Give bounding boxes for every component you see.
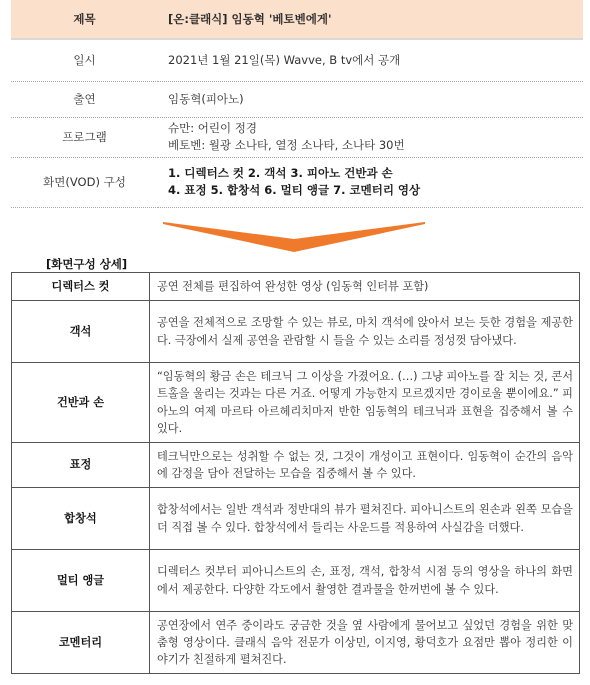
performer-value: 임동혁(피아노) bbox=[158, 81, 583, 117]
composition-line-1: 1. 디렉터스 컷 2. 객석 3. 피아노 건반과 손 bbox=[168, 166, 393, 180]
detail-desc: 공연 전체를 편집하여 완성한 영상 (임동혁 인터뷰 포함) bbox=[150, 273, 580, 301]
detail-row-directors-cut bbox=[12, 273, 580, 301]
detail-row-multi-angle bbox=[12, 550, 580, 612]
program-line-1: 슈만: 어린이 정경 bbox=[168, 121, 257, 135]
detail-caption: [화면구성 상세] bbox=[46, 257, 128, 271]
title-label: 제목 bbox=[11, 0, 158, 39]
detail-name: 디렉터스 컷 bbox=[12, 273, 150, 301]
detail-row-keys-and-hands bbox=[12, 363, 580, 443]
info-row-performer bbox=[11, 81, 583, 117]
info-row-title bbox=[11, 0, 583, 39]
detail-name: 건반과 손 bbox=[12, 363, 150, 443]
detail-row-audience bbox=[12, 301, 580, 363]
info-row-composition bbox=[11, 157, 583, 207]
date-value: 2021년 1월 21일(목) Wavve, B tv에서 공개 bbox=[158, 39, 583, 81]
title-value: [온:클래식] 임동혁 '베토벤에게' bbox=[158, 0, 583, 39]
detail-desc: 합창석에서는 일반 객석과 정반대의 뷰가 펼쳐진다. 피아니스트의 왼손과 왼쪽 모습을 더 직접 볼 수 있다. 합창석에서 들리는 사운드를 적용하여 사실감을 더했다. bbox=[150, 488, 580, 550]
info-row-program bbox=[11, 117, 583, 157]
info-table bbox=[11, 0, 583, 208]
program-label: 프로그램 bbox=[11, 117, 158, 157]
detail-name: 표정 bbox=[12, 443, 150, 488]
detail-desc: 공연장에서 연주 중이라도 궁금한 것을 옆 사람에게 물어보고 싶었던 경험을 위한 맞춤형 영상이다. 클래식 음악 전문가 이상민, 이지영, 황덕호가 요점만 뽑아 정리한 이야기가 친절하게 펼쳐진다. bbox=[150, 612, 580, 674]
date-label: 일시 bbox=[11, 39, 158, 81]
detail-name: 합창석 bbox=[12, 488, 150, 550]
composition-value bbox=[158, 157, 583, 207]
info-row-date bbox=[11, 39, 583, 81]
detail-desc: 테크닉만으로는 성취할 수 없는 것, 그것이 개성이고 표현이다. 임동혁이 순간의 음악에 감정을 담아 전달하는 모습을 집중해서 볼 수 있다. bbox=[150, 443, 580, 488]
composition-line-2: 4. 표정 5. 합창석 6. 멀티 앵글 7. 코멘터리 영상 bbox=[168, 183, 421, 197]
detail-table bbox=[11, 272, 580, 674]
detail-row-commentary bbox=[12, 612, 580, 674]
detail-desc: 공연을 전체적으로 조망할 수 있는 뷰로, 마치 객석에 앉아서 보는 듯한 경험을 제공한다. 극장에서 실제 공연을 관람할 시 들을 수 있는 소리를 정성껏 담아냈다. bbox=[150, 301, 580, 363]
program-line-2: 베토벤: 월광 소나타, 열정 소나타, 소나타 30번 bbox=[168, 138, 405, 152]
detail-name: 코멘터리 bbox=[12, 612, 150, 674]
detail-row-expression bbox=[12, 443, 580, 488]
program-value bbox=[158, 117, 583, 157]
chevron-down-arrow-icon bbox=[163, 222, 425, 252]
detail-row-choir-seats bbox=[12, 488, 580, 550]
detail-desc: 디렉터스 컷부터 피아니스트의 손, 표정, 객석, 합창석 시점 등의 영상을 하나의 화면에서 제공한다. 다양한 각도에서 촬영한 결과물을 한꺼번에 볼 수 있다. bbox=[150, 550, 580, 612]
detail-desc: “임동혁의 황금 손은 테크닉 그 이상을 가졌어요. (…) 그냥 피아노를 잘 치는 것, 콘서트홀을 울리는 것과는 다른 거죠. 어떻게 가능한지 모르겠지만 경이로울 뿐이에요.” 피아노의 여제 마르타 아르헤리치마저 반한 임동혁의 테크닉과 표현을 집중해서 볼 수 있다. bbox=[150, 363, 580, 443]
performer-label: 출연 bbox=[11, 81, 158, 117]
detail-name: 멀티 앵글 bbox=[12, 550, 150, 612]
composition-label: 화면(VOD) 구성 bbox=[11, 157, 158, 207]
detail-name: 객석 bbox=[12, 301, 150, 363]
